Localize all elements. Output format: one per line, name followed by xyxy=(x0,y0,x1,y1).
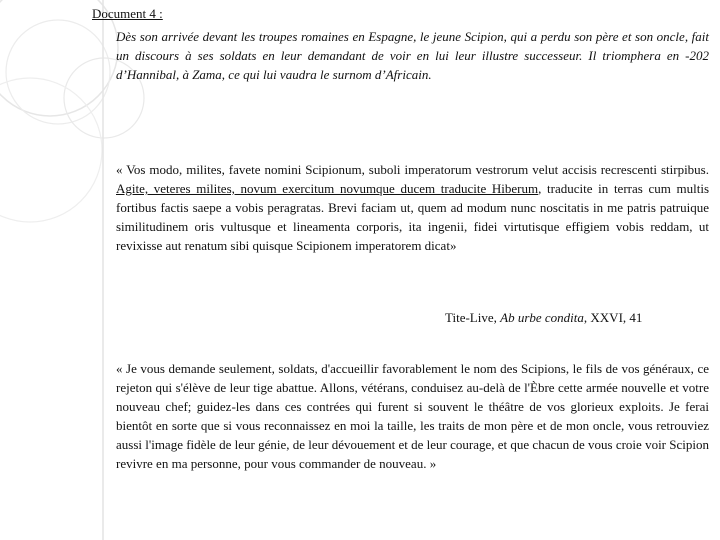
latin-quote xyxy=(116,160,709,255)
latin-quote-start: « Vos modo, milites, favete nomini Scipionum, suboli imperatorum vestrorum velut accisis recrescenti stirpibus. xyxy=(116,162,709,177)
citation-author: Tite-Live, xyxy=(445,310,501,325)
citation-work: Ab urbe condita xyxy=(500,310,584,325)
document-heading: Document 4 : xyxy=(92,6,163,21)
citation xyxy=(445,310,642,326)
latin-quote-underlined: Agite, veteres milites, novum exercitum novumque ducem traducite Hiberum xyxy=(116,181,539,196)
latin-quote-end: , traducite in terras cum multis fortibus factis saepe a vobis peragratas. Brevi faciam ut, quem ad modum nunc noscitatis in me patris patruique similitudinem oris vultusque et lineamenta corporis, ita ingenii, fidei virtutisque effigiem vobis reddam, ut revixisse aut renatum sibi quisque Scipionem imperatorem dicat» xyxy=(116,181,710,253)
intro-paragraph: Dès son arrivée devant les troupes romaines en Espagne, le jeune Scipion, qui a perdu son père et son oncle, fait un discours à ses soldats en leur demandant de voir en lui leur illustre successeur. Il triomphera en -202 d’Hannibal, à Zama, ce qui lui vaudra le surnom d’Africain. xyxy=(116,29,709,82)
citation-reference: , XXVI, 41 xyxy=(583,310,643,325)
french-translation: « Je vous demande seulement, soldats, d'accueillir favorablement le nom des Scipions, le fils de vos généraux, ce rejeton qui s'élève de leur tige abattue. Allons, vétérans, conduisez au-delà de l'Èbre cette armée nouvelle et votre nouveau chef; guidez-les dans ces contrées qui furent si souvent le théâtre de vos glorieux exploits. Je ferai bientôt en sorte que si vous reconnaissez en moi la taille, les traits de mon père et de mon oncle, vous retrouviez aussi l'image fidèle de leur génie, de leur dévouement et de leur courage, et que chacun de vous croie voir Scipion revivre en ma personne, pour vous commander de nouveau. » xyxy=(116,361,709,471)
